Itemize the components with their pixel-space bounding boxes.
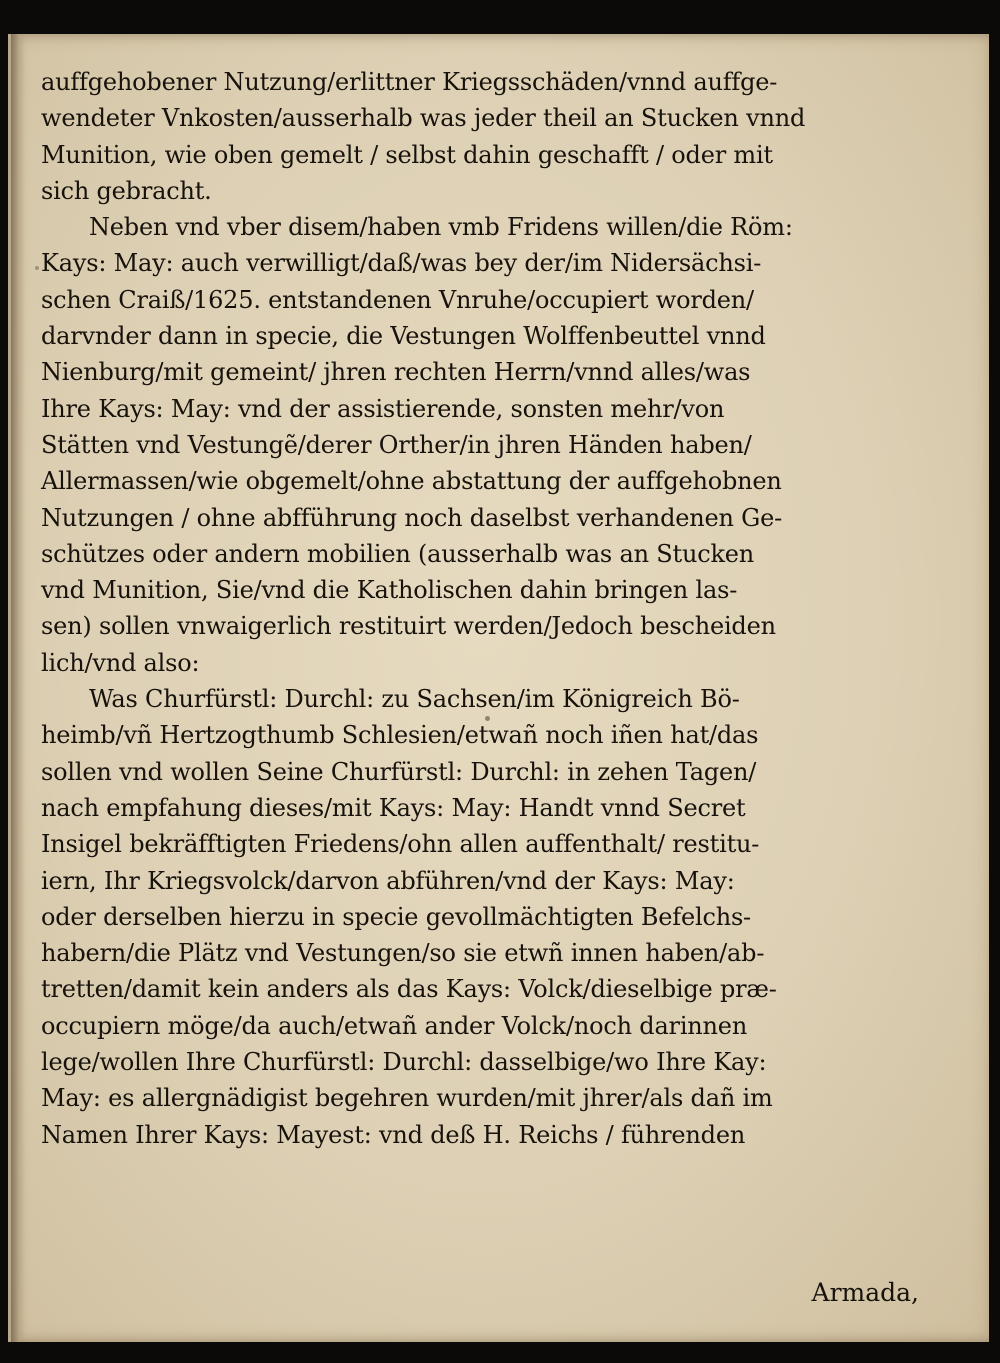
text-line: wendeter Vnkosten/ausserhalb was jeder theil an Stucken vnnd	[41, 104, 806, 133]
text-line: auffgehobener Nutzung/erlittner Kriegsschäden/vnnd auffge-	[41, 68, 778, 96]
ink-speck	[35, 266, 39, 270]
text-line: habern/die Plätz vnd Vestungen/so sie etwñ innen haben/ab-	[41, 939, 765, 968]
text-line: Stätten vnd Vestungẽ/derer Orther/in jhren Händen haben/	[41, 430, 752, 459]
text-line: sollen vnd wollen Seine Churfürstl: Durchl: in zehen Tagen/	[41, 757, 757, 786]
text-line: nach empfahung dieses/mit Kays: May: Handt vnnd Secret	[41, 793, 746, 822]
book-page	[8, 34, 989, 1342]
text-line: Nienburg/mit gemeint/ jhren rechten Herrn/vnnd alles/was	[41, 358, 751, 387]
paragraph-start-line: Was Churfürstl: Durchl: zu Sachsen/im Königreich Bö-	[89, 685, 740, 714]
text-line: lich/vnd also:	[41, 648, 200, 677]
text-line: schen Craiß/1625. entstandenen Vnruhe/occupiert worden/	[41, 285, 754, 314]
body-text	[41, 64, 921, 1153]
text-line: iern, Ihr Kriegsvolck/darvon abführen/vnd der Kays: May:	[41, 866, 735, 895]
paragraph-start-line: Neben vnd vber disem/haben vmb Fridens willen/die Röm:	[89, 213, 793, 242]
text-line: schützes oder andern mobilien (ausserhalb was an Stucken	[41, 539, 755, 568]
text-line: oder derselben hierzu in specie gevollmächtigten Befelchs-	[41, 902, 751, 931]
text-line: Munition, wie oben gemelt / selbst dahin geschafft / oder mit	[41, 140, 773, 169]
text-line: sen) sollen vnwaigerlich restituirt werden/Jedoch bescheiden	[41, 612, 776, 641]
text-line: Ihre Kays: May: vnd der assistierende, sonsten mehr/von	[41, 394, 725, 423]
text-line: occupiern möge/da auch/etwañ ander Volck/noch darinnen	[41, 1011, 748, 1040]
text-line: tretten/damit kein anders als das Kays: Volck/dieselbige præ-	[41, 975, 777, 1004]
text-line: Insigel bekräfftigten Friedens/ohn allen auffenthalt/ restitu-	[41, 830, 760, 859]
text-line: heimb/vñ Hertzogthumb Schlesien/etwañ noch iñen hat/das	[41, 721, 759, 750]
text-line: Nutzungen / ohne abfführung noch daselbst verhandenen Ge-	[41, 503, 783, 532]
text-line: vnd Munition, Sie/vnd die Katholischen dahin bringen las-	[41, 576, 738, 605]
text-line: Namen Ihrer Kays: Mayest: vnd deß H. Reichs / führenden	[41, 1120, 746, 1149]
text-line: Kays: May: auch verwilligt/daß/was bey der/im Nidersächsi-	[41, 249, 762, 278]
text-line: May: es allergnädigist begehren wurden/mit jhrer/als dañ im	[41, 1084, 773, 1113]
text-line: sich gebracht.	[41, 176, 212, 205]
text-line: lege/wollen Ihre Churfürstl: Durchl: dasselbige/wo Ihre Kay:	[41, 1048, 767, 1077]
catchword: Armada,	[811, 1278, 919, 1307]
text-line: Allermassen/wie obgemelt/ohne abstattung der auffgehobnen	[41, 467, 782, 496]
text-line: darvnder dann in specie, die Vestungen Wolffenbeuttel vnnd	[41, 322, 766, 351]
